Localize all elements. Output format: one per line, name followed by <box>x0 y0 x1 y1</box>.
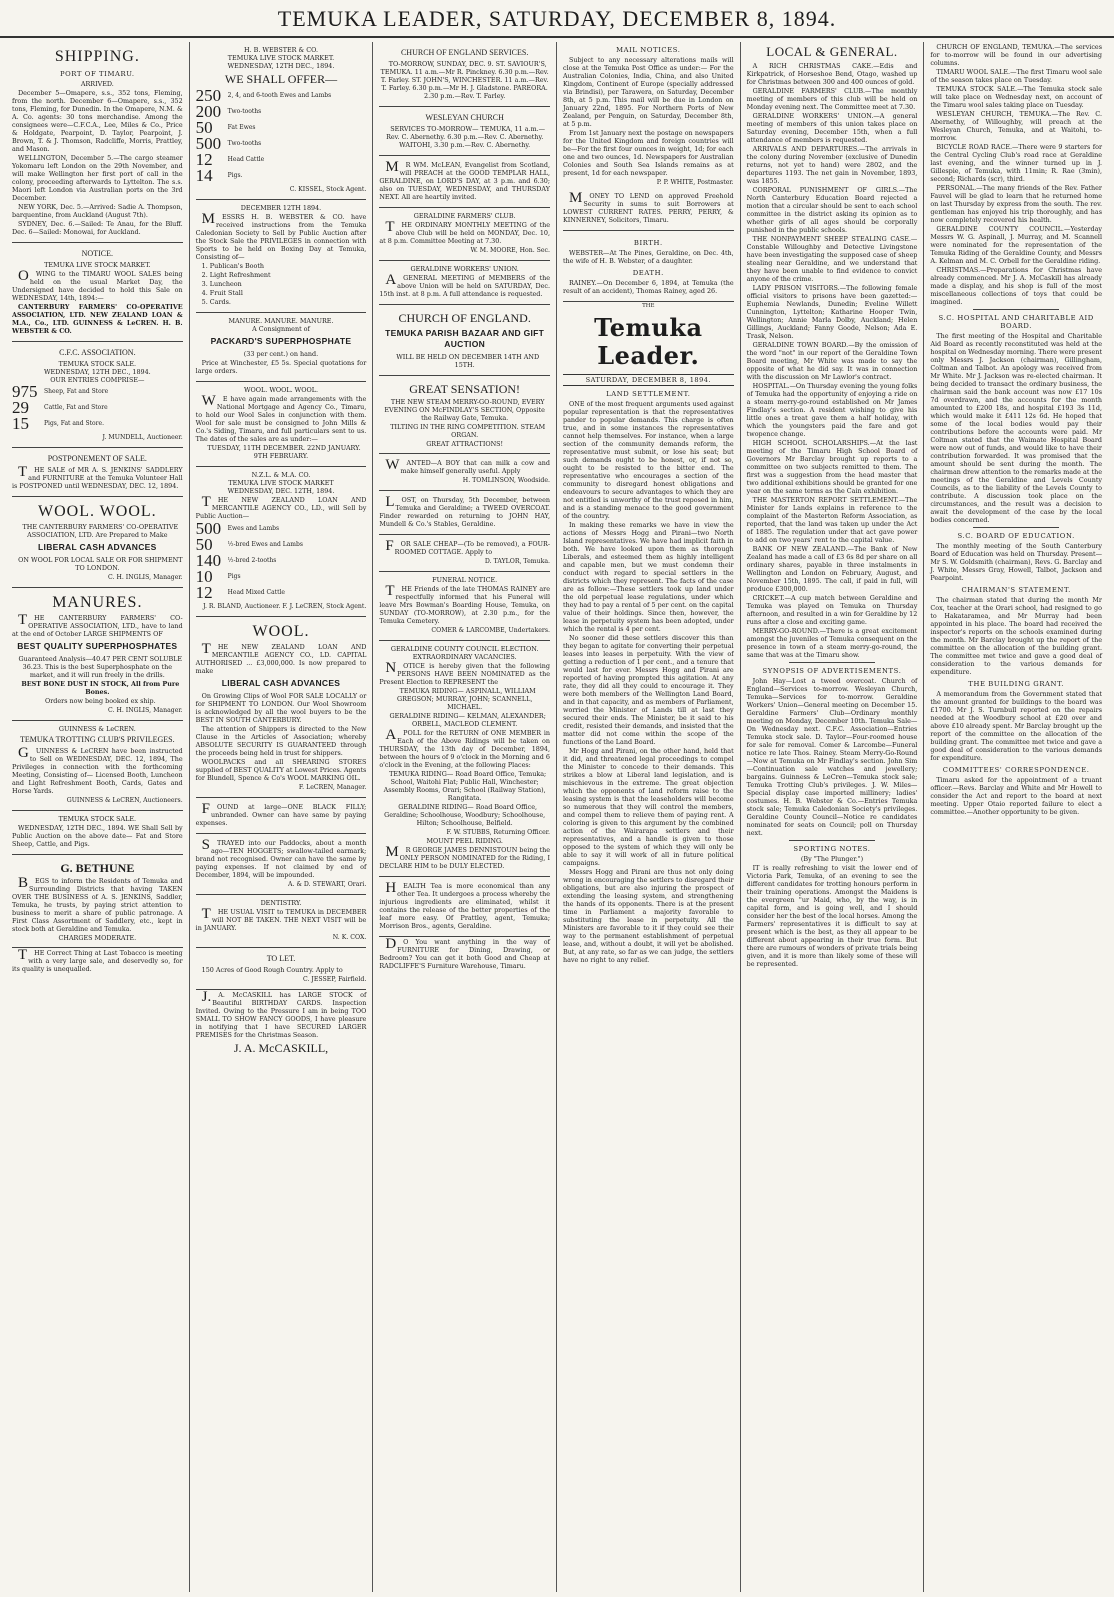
auctioneers-list: CANTERBURY FARMERS' CO-OPERATIVE ASSOCIATION, LTD. NEW ZEALAND LOAN & M.A., Co., LTD. GUINNESS & LeCREN. H. B. WEBSTER & CO. <box>12 303 183 335</box>
lot-item: 12 Head Cattle <box>195 150 265 169</box>
sporting-byline: (By "The Plunger.") <box>800 855 864 863</box>
trotting-heading: TEMUKA TROTTING CLUB'S PRIVILEGES. <box>20 735 175 744</box>
sydney-news: SYDNEY, Dec. 6.—Sailed: Te Anau, for the Bluff. Dec. 6—Sailed: Monowai, for Auckland. <box>12 220 183 236</box>
wellington-news: WELLINGTON, December 5.—The cargo steamer Yokomaru left London on the 29th November, and will make Wellington her first port of call in the colony, proceeding afterwards to Lyttelton. The s.s. Maori left London via Australian ports on the 3rd December. <box>12 154 183 202</box>
news-item: A RICH CHRISTMAS CAKE.—Edis and Kirkpatrick, of Horseshoe Bend, Otago, washed up for Christmas between 300 and 400 ounces of gold. <box>746 62 918 86</box>
wool-heading: WOOL. WOOL. <box>37 503 157 520</box>
postponement-text: THE SALE of MR A. S. JENKINS' SADDLERY and FURNITURE at the Temuka Volunteer Hall is POSTPONED until WEDNESDAY, DEC. 12, 1894. <box>12 464 183 490</box>
lot-item: 975 Sheep, Fat and Store <box>12 382 109 401</box>
column-5 <box>741 42 925 1592</box>
news-item: HIGH SCHOOL SCHOLARSHIPS.—At the last meeting of the Timaru High School Board of Governors Mr Barclay brought up reports to a committee on two subjects remitted to them. The first was a suggestion from the head master that two additional exhibitions should be granted for one year on the same terms as the Cain exhibition. <box>746 439 918 495</box>
temuka-riding: TEMUKA RIDING— ASPINALL, WILLIAM GREGSON; MURRAY, JOHN; SCANNELL, MICHAEL. <box>396 687 536 711</box>
mail-heading: MAIL NOTICES. <box>616 46 681 54</box>
wool-sales-text: WE have again made arrangements with the National Mortgage and Agency Co., Timaru, to hold our Wool Sales in conjunction with them. Wool for sale must be consigned to John Mills & Co.'s Siding, Timaru, and full particulars sent to us. The dates of the sales are as under:— <box>195 393 367 443</box>
bethune-text: BEGS to inform the Residents of Temuka and Surrounding Districts that having TAKEN OVER THE BUSINESS of A. S. JENKINS, Saddler, Temuka, he trusts, by paying strict attention to business to merit a share of public patronage. A First Class Assortment of Saddlery, etc., kept in stock both at Geraldine and Temuka. <box>12 875 183 933</box>
bazaar-text: WILL BE HELD ON DECEMBER 14TH AND 15TH. <box>396 353 540 369</box>
farmers-club-heading: GERALDINE FARMERS' CLUB. <box>413 212 516 220</box>
article-paragraph: ONE of the most frequent arguments used against popular representation is that the representatives pander to popular demands. This charge is often true, and in some instances the representatives cannot help themselves. For instance, when a large section of the community demands reform, the representative must submit, or lose his seat; but such demands ought to be honest, or, if not so, ought to be resisted to the bitter end. The representative who encourages a section of the community to disregard honest obligations and endeavours to secure advantages to which they are not entitled is unworthy of the trust reposed in him, and is a standing menace to the good government of the country. <box>563 400 734 520</box>
market-heading: TEMUKA LIVE STOCK MARKET. <box>227 54 335 62</box>
workers-heading: GERALDINE WORKERS' UNION. <box>410 265 519 273</box>
lot-item: 500 Ewes and Lambs <box>195 519 280 538</box>
nameplate-the: THE <box>642 303 655 309</box>
strayed-text: STRAYED into our Paddocks, about a month ago—TEN HOGGETS; swallow-tailed earmark; brand not recognised. Owner can have the same by paying expenses. If not claimed by end of December, 1894, will be impounded. <box>195 837 367 879</box>
chairman-text: The chairman stated that during the month Mr Cox, teacher at the Orari school, had resigned to go to Hakataramea, and Mr Murray had been appointed in his place. The board had received the inspector's reports on the schools examined during the month. Mr Barclay brought up the report of the committee on the allocation of the building grant. The committee met twice and gave a good deal of consideration to the various demands for expenditure. <box>930 596 1102 676</box>
mccaskill-text: J.A. McCASKILL has LARGE STOCK of Beautiful BIRTHDAY CARDS. Inspection Invited. Owing to the Pressure I am in being TOO SMALL TO SHOW FANCY GOODS, I have pleasure in notifying that I have SECURED LARGER PREMISES for the Christmas Season. <box>195 989 367 1039</box>
church-services: TO-MORROW, SUNDAY, DEC. 9. ST. SAVIOUR'S, TEMUKA. 11 a.m.—Mr R. Pinckney. 6.30 p.m.—Rev. T. Farley. ST. JOHN'S, WINCHESTER. 11 a.m.—Rev. T. Farley. 6.30 p.m.—Mr H. J. Gladstone. PAREORA. 2.30 p.m.—Rev. T. Farley. <box>380 60 549 100</box>
news-item: GERALDINE COUNTY COUNCIL.—Yesterday Messrs W. G. Aspinall, J. Murray, and M. Scannell were nominated for the representation of the Temuka Riding of the Geraldine County, and Messrs A. Kelman and M. C. Orbell for the Geraldine riding. <box>930 225 1102 265</box>
column-1 <box>6 42 190 1592</box>
woolpacks-text: WOOLPACKS and all SHEARING STORES supplied of BEST QUALITY at Lowest Prices. Agents for Blundell, Spence & Co's WOOL MARKING OIL. <box>195 758 367 782</box>
hospital-text: The first meeting of the Hospital and Charitable Aid Board as recently reconstituted was held at the hospital on Wednesday morning. There were present only Messrs J. Jackson (chairman), Gillingham, Coltman and Talbot. An apology was received from Mr White. Mr J. Jackson was re-elected chairman. It being decided to transact the ordinary business, the chairman said the bank account was now £17 10s 7d overdrawn, and the accounts for the month amounted to £200 18s, and hospital £193 3s 11d, which would make it £411 12s 6d. He hoped that some of the local bodies would pay their contributions before the accounts were paid. Mr Coltman stated that the Waimate Hospital Board were now out of funds, and would like to have their contribution forwarded. It was promised that the amount should be sent during the month. The chairman drew attention to the remarks made at the meetings of the Geraldine and Levels County Councils, as to the liability of the Levels County to contribute. A discussion took place on the circumstances, and the result was a decision to await the development of the case by the local bodies concerned. <box>930 332 1103 524</box>
local-general-heading: LOCAL & GENERAL. <box>766 44 898 59</box>
shipping-heading: SHIPPING. <box>54 48 140 65</box>
bethune-heading: G. BETHUNE <box>60 861 135 875</box>
sale-dates: TUESDAY, 11TH DECEMBER. 22ND JANUARY. 9TH FEBRUARY. <box>207 444 361 460</box>
inglis-signature: C. H. INGLIS, Manager. <box>108 574 183 581</box>
coe-heading: CHURCH OF ENGLAND. <box>398 311 531 325</box>
orders-text: Orders now being booked ex ship. <box>44 697 156 705</box>
column-2 <box>190 42 374 1592</box>
mail-text-1: Subject to any necessary alterations mails will close at the Temuka Post Office as under:— For the Australian Colonies, India, China, and also United Kingdom, Continent of Europe (specially addressed via Brindisi), per Tarawera, on Saturday, December 8th, at 5 p.m. This mail will be due in London on January 22nd, 1895. For Northern Ports of New Zealand, per Penguin, on Saturday, December 8th, at 5 p.m. <box>563 56 734 128</box>
taylor-signature: D. TAYLOR, Temuka. <box>484 558 550 565</box>
tolet-heading: TO LET. <box>266 954 296 963</box>
birth-text: WEBSTER—At The Pines, Geraldine, on Dec. 4th, the wife of H. B. Webster, of a daughter. <box>563 249 734 265</box>
wesleyan-services: SERVICES TO-MORROW— TEMUKA, 11 a.m.—Rev. C. Abernethy. 6.30 p.m.—Rev. C. Abernethy. WAITOHI, 3.30 p.m.—Rev. C. Abernethy. <box>386 125 546 149</box>
jessep-signature: C. JESSEP, Fairfield. <box>302 976 367 983</box>
stewart-signature: A. & D. STEWART, Orari. <box>288 881 367 888</box>
temuka-places: TEMUKA RIDING— Road Board Office, Temuka; School, Waitohi Flat; Public Hall, Winchester; Assembly Rooms, Orari; School (Railway Station), Rangitata. <box>383 770 547 802</box>
death-heading: DEATH. <box>632 269 664 277</box>
guinness-heading: GUINNESS & LeCREN. <box>58 725 136 733</box>
news-item: CRICKET.—A cup match between Geraldine and Temuka was played on Temuka on Thursday afternoon, and resulted in a win for Geraldine by 12 runs after a close and exciting game. <box>746 594 918 626</box>
furniture-text: DO You want anything in the way of FURNITURE for Dining, Drawing, or Bedroom? You can get it both Good and Cheap at RADCLIFFE'S Furniture Warehouse, Timaru. <box>379 936 550 970</box>
tolet-text: 150 Acres of Good Rough Country. Apply to <box>201 966 343 974</box>
forsale-text: FOR SALE CHEAP—(To be removed), a FOUR-ROOMED COTTAGE. Apply to <box>385 538 550 556</box>
masthead: TEMUKA LEADER, SATURDAY, DECEMBER 8, 1894. <box>0 0 1114 38</box>
dateline: SATURDAY, DECEMBER 8, 1894. <box>563 374 734 386</box>
news-item: ARRIVALS AND DEPARTURES.—The arrivals in the colony during November (exclusive of Dunedin returns, not yet to hand) were 2802, and the departures 1193. The net gain in November, 1893, was 1855. <box>746 145 918 185</box>
nzl-market: TEMUKA LIVE STOCK MARKET <box>228 479 334 487</box>
hospital-heading: S.C. HOSPITAL AND CHARITABLE AID BOARD. <box>938 314 1094 330</box>
attractions-text: GREAT ATTRACTIONS! <box>426 440 504 448</box>
packard-price: Price at Winchester, £5 5s. Special quotations for large orders. <box>195 359 367 375</box>
lot-item: 10 Pigs <box>195 567 241 586</box>
notice-text: OWING to the TIMARU WOOL SALES being held on the usual Market Day, the Undersigned have decided to hold this Sale on WEDNESDAY, 14th, 1894:— <box>12 268 183 302</box>
synopsis-text: John Hay—Lost a tweed overcoat. Church of England—Services to-morrow. Wesleyan Church, Temuka—Services for to-morrow. Geraldine Workers' Union—General meeting on December 15. Geraldine Farmers' Club—Ordinary monthly meeting on Monday, December 10th. Temuka Sale—On Wednesday next. C.F.C. Association—Entries Temuka stock sale. D. Taylor—Four-roomed house for sale for removal. Comer & Larcombe—Funeral notice re late Thos. Rainey. Steam Merry-Go-Round—Now at Temuka on Mr Findlay's section. John Sim—Continuation sale watches and jewellery; bargains. Guinness & LeCren—Temuka stock sale; Temuka Trotting Club's privileges. J. W. Miles—Special display case imported millinery; ladies' costumes. H. B. Webster & Co.—Entries Temuka stock sale; Temuka Caledonian Society's privileges. Geraldine County Council—Notice re candidates nominated for seats on Council; poll on Thursday next. <box>746 677 918 837</box>
lot-item: 140 ½-bred 2-tooths <box>195 551 277 570</box>
news-item: TIMARU WOOL SALE.—The first Timaru wool sale of the season takes place on Tuesday. <box>930 68 1102 84</box>
lot-item: 14 Pigs. <box>195 166 243 185</box>
tomlinson-signature: H. TOMLINSON, Woodside. <box>462 477 550 484</box>
wesleyan-heading: WESLEYAN CHURCH <box>425 113 504 122</box>
mundell-signature: J. MUNDELL, Auctioneer. <box>102 434 183 441</box>
geraldine-places: GERALDINE RIDING— Road Board Office, Geraldine; Schoolhouse, Woodbury; Schoolhouse, Hilton; Schoolhouse, Belfield. <box>384 803 546 827</box>
news-item: HOSPITAL.—On Thursday evening the young folks of Temuka had the opportunity of enjoying a ride on a steam merry-go-round established on Mr James Findlay's section. A resident wishing to give his little ones a treat gave them a half holiday, with which the youngsters paid the fare and got twopence change. <box>746 382 918 438</box>
mail-text-2: From 1st January next the postage on newspapers for the United Kingdom and foreign countries will be—For the first four ounces in weight, 1d; for each one and two ounces, 1d. Newspapers for Australian Colonies and South Sea Islands remains as at present, 1d for each newspaper. <box>563 129 734 177</box>
article-paragraph: In making these remarks we have in view the actions of Messrs Hogg and Pirani—two North Island representatives. We have had implicit faith in both. We have looked upon them as thorough Liberals, and esteemed them as highly intelligent and capable men, but we must condemn their conduct with regard to special settlers in the districts which they represent. The facts of the case are as follow:—These settlers took up land under the old perpetual lease regulations, under which they had to pay a rental of 5 per cent. on the capital value of their holdings. Since then, however, the lease in perpetuity system has been adopted, under which the rental is 4 per cent. <box>563 521 734 633</box>
superphosphate-banner: BEST QUALITY SUPERPHOSPHATES <box>17 641 178 651</box>
wool2-heading: WOOL. <box>252 623 310 640</box>
news-item: THE MASTERTON REPORT SETTLEMENT.—The Minister for Lands explains in reference to the complaint of the Masterton Reform Association, as reported, that the land was taken up under the Act of 1885. The regulation under that act gave power to add on two years' rent to the capital value. <box>746 496 918 544</box>
kissel-signature: C. KISSEL, Stock Agent. <box>289 186 367 193</box>
cfc-heading: C.F.C. ASSOCIATION. <box>59 348 136 357</box>
correspondence-text: Timaru asked for the appointment of a truant officer.—Revs. Barclay and White and Mr Howell to consider the Act and report to the board at next meeting. Upper Otaio reported failure to elect a committee.—Another opportunity to be given. <box>930 776 1102 816</box>
shippers-text: The attention of Shippers is directed to the New Clause in the Articles of Association; whereby ABSOLUTE SECURITY IS GUARANTEED through the proceeds being held in trust for shippers. <box>195 725 367 757</box>
liberal-advances-banner-2: LIBERAL CASH ADVANCES <box>221 678 341 688</box>
offer-heading: WE SHALL OFFER— <box>224 72 338 86</box>
found-text: FOUND at large—ONE BLACK FILLY; unbranded. Owner can have same by paying expenses. <box>195 801 367 827</box>
wool2-text: THE NEW ZEALAND LOAN AND MERCANTILE AGENCY CO., LD. CAPITAL AUTHORISED ... £3,000,000. Is now prepared to make <box>195 641 367 675</box>
lot-item: 500 Two-tooths <box>195 134 262 153</box>
vacancies-text: NOTICE is hereby given that the following PERSONS HAVE BEEN NOMINATED as the Present Election to REPRESENT the <box>379 660 550 686</box>
tobacco-text: THE Correct Thing at Last Tobacco is meeting with a very large sale, and deservedly so, for its quality is unequalled. <box>12 947 183 973</box>
news-item: PERSONAL.—The many friends of the Rev. Father Fauvel will be glad to learn that he returned home on last Thursday by express from the south. The rev. gentleman has enjoyed his trip thoroughly, and has now completely recovered his health. <box>930 184 1102 224</box>
sporting-heading: SPORTING NOTES. <box>793 845 871 853</box>
nzl-date: WEDNESDAY, DEC. 12TH, 1894. <box>227 487 335 495</box>
correspondence-heading: COMMITTEES' CORRESPONDENCE. <box>942 766 1090 774</box>
privilege-item: 3. Luncheon <box>201 280 242 288</box>
lost-text: LOST, on Thursday, 5th December, between Temuka and Geraldine; a TWEED OVERCOAT. Finder rewarded on returning to JOHN HAY, Mundell & Co.'s Stables, Geraldine. <box>379 494 550 528</box>
wool-sales-heading: WOOL. WOOL. WOOL. <box>243 386 318 394</box>
divider <box>789 662 874 663</box>
divider <box>973 309 1059 310</box>
mountpeel-text: MR GEORGE JAMES DENNISTOUN being the ONLY PERSON NOMINATED for the Riding, I DECLARE HIM to be DULY ELECTED. <box>379 844 550 870</box>
nzl-heading: N.Z.L. & M.A. CO. <box>251 471 311 479</box>
news-item: LADY PRISON VISITORS.—The following female official visitors to prisons have been gazetted:—Euphemia Newlands, Dunedin; Eveline Willett Cunnington, Lyttelton; Katharine Hooper Twin, Wellington; Annie Marla Dolby, Auckland; Helen Gillings, Auckland; Fanny Goode, Nelson; Ada E. Trask, Nelson. <box>746 284 918 340</box>
trotting-signature: GUINNESS & LeCREN, Auctioneers. <box>66 797 183 804</box>
lot-item: 50 ½-bred Ewes and Lambs <box>195 535 303 554</box>
liberal-text: On Growing Clips of Wool FOR SALE LOCALLY or for SHIPMENT TO LONDON. Our Wool Showroom is acknowledged by all the wool buyers to be the BEST IN SOUTH CANTERBURY. <box>195 692 367 724</box>
funeral-text: THE Friends of the late THOMAS RAINEY are respectfully informed that his Funeral will leave Mrs Bowman's Boarding House, Temuka, on SUNDAY (TO-MORROW), at 2.30 p.m., for the Temuka Cemetery. <box>379 583 550 625</box>
nameplate: Temuka Leader. <box>594 313 703 370</box>
dentistry-text: THE USUAL VISIT to TEMUKA in DECEMBER will NOT BE TAKEN. THE NEXT VISIT will be in JANUARY. <box>195 906 367 932</box>
newyork-news: NEW YORK, Dec. 5.—Arrived: Sadie A. Thompson, barquentine, from Auckland (August 7th). <box>12 203 183 219</box>
health-tea-text: HEALTH Tea is more economical than any other Tea. It undergoes a process whereby the injurious ingredients are eliminated, whilst it contains the release of the better properties of the leaf more easy. Of Prattley, agent, Temuka; Morrison Bros., agents, Geraldine. <box>379 880 550 930</box>
privilege-item: 5. Cards. <box>201 298 231 306</box>
synopsis-heading: SYNOPSIS OF ADVERTISEMENTS. <box>762 667 902 675</box>
article-paragraph: Mr Hogg and Pirani, on the other hand, held that it did, and threatened legal proceedings to compel the Minister to concede to their demands. This strikes a blow at Liberal land legislation, and is mischievous in the extreme. The great objection which the opponents of land reform raise to the leasing system is that the leaseholders will become so numerous that they will control the members, and compel them to relieve them of paying rent. A coloring is given to this argument by the combined action of the Wairarapa settlers and their representatives, and a handle is given to those opposed to the system of which they will only be able to say it will work of all in future political campaigns. <box>563 747 734 867</box>
divider <box>789 840 874 841</box>
news-item: GERALDINE WORKERS' UNION.—A general meeting of members of this union takes place on Saturday evening, December 15th, when a full attendance of members is requested. <box>746 112 918 144</box>
caledonian-date: DECEMBER 12TH 1894. <box>240 204 322 212</box>
chairman-heading: CHAIRMAN'S STATEMENT. <box>961 586 1071 594</box>
news-item: GERALDINE TOWN BOARD.—By the omission of the word "not" in our report of the Geraldine Town Board meeting, Mr White was made to say the opposite of what he did say. It was in connection with the discussion on Mr Lawlor's contract. <box>746 341 918 381</box>
geraldine-riding: GERALDINE RIDING— KELMAN, ALEXANDER; ORBELL, MACLEOD CLEMENT. <box>389 712 546 728</box>
news-item: CHURCH OF ENGLAND, TEMUKA.—The services for to-morrow will be found in our advertising columns. <box>930 43 1102 67</box>
mclean-text: MR WM. McLEAN, Evangelist from Scotland, will PREACH at the GOOD TEMPLAR HALL, GERALDINE, on LORD'S DAY, at 3 p.m. and 6.30; also on TUESDAY, WEDNESDAY, and THURSDAY NEXT. All are heartily invited. <box>379 159 550 201</box>
grant-heading: THE BUILDING GRANT. <box>968 680 1064 688</box>
vacancies-heading: EXTRAORDINARY VACANCIES. <box>412 653 517 661</box>
trotting-text: GUINNESS & LeCREN have been instructed to Sell on WEDNESDAY, DEC. 12, 1894, The Privileges in connection with the forthcoming Meeting, Consisting of— Licensed Booth, Luncheon and Light Refreshment Booth, Cards, Gates and Horse Yards. <box>12 745 183 795</box>
stock-sale2-heading: TEMUKA STOCK SALE. <box>58 815 137 823</box>
stock-sale-heading: TEMUKA STOCK SALE. <box>58 360 137 368</box>
wool-advances-text: ON WOOL FOR LOCAL SALE OR FOR SHIPMENT TO LONDON. <box>18 556 183 572</box>
arrived-label: ARRIVED. <box>80 80 114 88</box>
tilting-text: TILTING IN THE RING COMPETITION. STEAM ORGAN. <box>390 423 546 439</box>
money-to-lend-text: MONEY TO LEND on approved Freehold Security in sums to suit Borrowers at LOWEST CURRENT RATES. PERRY, PERRY, & KINNERNEY, Solicitors, Timaru. <box>563 190 734 224</box>
cox-signature: N. K. COX. <box>332 934 367 941</box>
grant-text: A memorandum from the Government stated that the amount granted for buildings to the board was £1700. Mr J. S. Turnbull reported on the repairs needed at the Woodbury school at £20 over and above £10 already spent. Mr Barclay brought up the report of the committee on the allocation of the building grant. The committee met twice and gave a good deal of consideration to the various demands for expenditure. <box>930 690 1102 762</box>
liberal-advances-banner: LIBERAL CASH ADVANCES <box>38 542 157 552</box>
stock-sale2-text: WEDNESDAY, 12TH DEC., 1894. WE Shall Sell by Public Auction on the above date— Fat and Store Sheep, Cattle, and Pigs. <box>12 824 183 848</box>
education-heading: S.C. BOARD OF EDUCATION. <box>957 532 1075 540</box>
article-paragraph: Messrs Hogg and Pirani are thus not only doing wrong in encouraging the settlers to disregard their obligations, but are also injuring the prospect of extending the leasing system, and strengthening the hands of its opponents. There is at the present time in Parliament a majority favorable to substituting the lease in perpetuity. All the Ministers are favorable to it if they could see their way to the permanent establishment of perpetual lease, and, without a doubt, it will yet be abolished. But, at any rate, so far as we can judge, the settlers have no right to any relief. <box>563 868 734 964</box>
manure-consign: A Consignment of <box>252 325 310 333</box>
notice-heading: NOTICE. <box>81 249 113 258</box>
white-signature: P. P. WHITE, Postmaster. <box>656 179 734 186</box>
workers-text: AGENERAL MEETING of MEMBERS of the above Union will be held on SATURDAY, Dec. 15th inst. at 8 p.m. A full attendance is requested. <box>379 272 550 298</box>
news-item: GERALDINE FARMERS' CLUB.—The monthly meeting of members of this club will be held on Monday evening next. The Committee meet at 7.30. <box>746 87 918 111</box>
manures-text: THE CANTERBURY FARMERS' CO-OPERATIVE ASSOCIATION, LTD., have to land at the end of October LARGE SHIPMENTS OF <box>12 612 183 638</box>
superphosphate-text: Guaranteed Analysis—40.47 PER CENT SOLUBLE 36.23. This is the best Superphosphate on the market, and it will run freely in the drills. <box>18 655 183 679</box>
news-item: BANK OF NEW ZEALAND.—The Bank of New Zealand has made a call of £3 6s 8d per share on all ordinary shares, payable in three instalments in Wellington and London on February, August, and November 15th, 1895. The call, if paid in full, will produce £300,000. <box>746 545 918 593</box>
bland-signature: J. R. BLAND, Auctioneer. F. J. LeCREN, Stock Agent. <box>202 603 367 610</box>
sensation-heading: GREAT SENSATION! <box>409 382 521 396</box>
sporting-text: IT is really refreshing to visit the lower end of Victoria Park, Temuka, of an evening to see the different candidates for trotting honours perform in their training operations. Amongst the Maidens is the evergreen "ur Maid, who, by the way, is in capital form, and is going well, and I should consider her the best of the local horses. Among the Farmers' representatives it is difficult to say at present which is the best, as they all appear to be different about appearing in their true form. But there are rumours of wonders of private trials being given, and it is more than likely some of these will be represented. <box>746 864 918 968</box>
news-item: THE NONPAYMENT SHEEP STEALING CASE.—Constable Willoughby and Detective Livingstone have been investigating the supposed case of sheep stealing near Geraldine, and we understand that they have been unable to find evidence to convict anyone of the crime. <box>746 235 918 283</box>
news-item: TEMUKA STOCK SALE.—The Temuka stock sale will take place on Wednesday next, on account of the Timaru wool sales taking place on Tuesday. <box>930 85 1102 109</box>
stock-sale-date: WEDNESDAY, 12TH DEC., 1894. <box>43 368 151 376</box>
postponement-heading: POSTPONEMENT OF SALE. <box>47 454 147 463</box>
packard-banner: PACKARD'S SUPERPHOSPHATE <box>210 336 352 346</box>
column-3 <box>373 42 557 1592</box>
poll-text: APOLL for the RETURN of ONE MEMBER in Each of the Above Ridings will be taken on THURSDAY, the 13th day of December, 1894, between the hours of 9 o'clock in the Morning and 6 o'clock in the Evening, at the following Places: <box>379 727 550 769</box>
entries-label: OUR ENTRIES COMPRISE— <box>50 376 145 384</box>
port-heading: PORT OF TIMARU. <box>59 70 135 78</box>
mccaskill-signature: J. A. McCASKILL, <box>233 1041 329 1055</box>
market-date: WEDNESDAY, 12TH DEC., 1894. <box>227 62 335 70</box>
packard-sub: (33 per cent.) on hand. <box>243 350 319 358</box>
nzl-text: THE NEW ZEALAND LOAN AND MERCANTILE AGENCY CO., LD., will Sell by Public Auction— <box>195 494 367 520</box>
article-heading: LAND SETTLEMENT. <box>606 390 691 398</box>
lot-item: 15 Pigs, Fat and Store. <box>12 414 104 433</box>
funeral-heading: FUNERAL NOTICE. <box>432 576 498 584</box>
lot-item: 50 Fat Ewes <box>195 118 256 137</box>
lot-item: 29 Cattle, Fat and Store <box>12 398 108 417</box>
lecren-signature: F. LeCREN, Manager. <box>298 784 367 791</box>
bone-dust-text: BEST BONE DUST IN STOCK, All from Pure Bones. <box>21 680 180 696</box>
lot-item: 250 2, 4, and 6-tooth Ewes and Lambs <box>195 86 332 105</box>
manures-heading: MANURES. <box>52 594 143 611</box>
moore-signature: W. M. MOORE, Hon. Sec. <box>470 247 550 254</box>
mountpeel-heading: MOUNT PEEL RIDING. <box>426 837 503 845</box>
shipping-arrivals: December 5—Omapere, s.s., 352 tons, Fleming, from the north. December 6—Omapere, s.s., 352 tons, Fleming, for Dunedin. In the Omapere, N.M. & A. Co. agents: 30 tons merchandise. Among the consignees were—C.F.C.A., Lee, Miles & Co., Price & Holdgate, Pearpoint, D. Taylor, Pearpoint, J. Brown, T. & J. Thomson, Radcliffe, Morris, Prattley, and Mason. <box>12 89 183 153</box>
education-text: The monthly meeting of the South Canterbury Board of Education was held on Thursday. Present—Mr S. W. Goldsmith (chairman), Revs. G. Barclay and J. White, Messrs Gray, Howell, Talbot, Jackson and Pearpoint. <box>930 542 1102 582</box>
wanted-text: WANTED—A BOY that can milk a cow and make himself generally useful. Apply <box>385 457 550 475</box>
farmers-club-text: THE ORDINARY MONTHLY MEETING of the above Club will be held on MONDAY, Dec. 10, at 8 p.m. Committee Meeting at 7.30. <box>379 219 550 245</box>
bazaar-banner: TEMUKA PARISH BAZAAR AND GIFT AUCTION <box>385 328 545 349</box>
council-heading: GERALDINE COUNTY COUNCIL ELECTION. <box>390 645 539 653</box>
newspaper-page <box>6 42 1108 1592</box>
death-text: RAINEY.—On December 6, 1894, at Temuka (the result of an accident), Thomas Rainey, aged 26. <box>563 279 734 295</box>
charges-text: CHARGES MODERATE. <box>58 934 137 942</box>
caledonian-text: MESSRS H. B. WEBSTER & CO. have received instructions from the Temuka Caledonian Society to Sell by Public Auction after the Stock Sale the PRIVILEGES in connection with Sports to be held on Boxing Day at Temuka, Consisting of— <box>195 211 367 261</box>
article-paragraph: No sooner did these settlers discover this than they began to agitate for converting their perpetual leases into leases in perpetuity. With the view of getting a reduction of 1 per cent., and a tenure that would last for ever. Messrs Hogg and Pirani are reported of having prompted this agitation. At any rate, they did all they could to encourage it. They were both members of the Wellington Land Board, and in that capacity, and as members of Parliament, worried the Minister of Lands till at last they secured their ends. The Minister, be it said to his credit, resisted their demands, and insisted that the matter did not come within the scope of the functions of the Land Board. <box>563 634 734 746</box>
church-heading: CHURCH OF ENGLAND SERVICES. <box>400 48 529 57</box>
stubbs-signature: F. W. STUBBS, Returning Officer. <box>446 829 550 836</box>
webster-heading: H. B. WEBSTER & CO. <box>244 46 318 54</box>
birth-heading: BIRTH. <box>633 239 663 247</box>
lot-item: 200 Two-tooths <box>195 102 262 121</box>
inglis-signature-2: C. H. INGLIS, Manager. <box>108 707 183 714</box>
lot-item: 12 Head Mixed Cattle <box>195 583 285 602</box>
news-item: WESLEYAN CHURCH, TEMUKA.—The Rev. C. Abernethy, of Willoughby, will preach at the Wesleyan Church, Temuka, and at Waitohi, to-morrow. <box>930 110 1102 142</box>
news-item: MERRY-GO-ROUND.—There is a great excitement amongst the juveniles of Temuka consequent on the presence in town of a steam merry-go-round, the same that was at the Timaru show. <box>746 627 918 659</box>
column-4 <box>557 42 741 1592</box>
column-6 <box>924 42 1108 1592</box>
news-item: CHRISTMAS.—Preparations for Christmas have already commenced. Mr J. A. McCaskill has already made a display, and his shop is full of the most miscellaneous collections of toys that could be imagined. <box>930 266 1102 306</box>
merrygo-text: THE NEW STEAM MERRY-GO-ROUND, EVERY EVENING ON McFINDLAY'S SECTION, Opposite the Railway Gate, Temuka. <box>384 398 545 422</box>
news-item: CORPORAL PUNISHMENT OF GIRLS.—The North Canterbury Education Board rejected a motion that a circular should be sent to each school committee in the district asking its opinion as to whether girls of all ages should be corporally punished in the public schools. <box>746 186 918 234</box>
privilege-item: 1. Publican's Booth <box>201 262 265 270</box>
news-item: BICYCLE ROAD RACE.—There were 9 starters for the Central Cycling Club's road race at Geraldine last evening, and the winner turned up in J. Gillespie, of Temuka, with 11min; R. Rae (3min), second; Richards (scr), third. <box>930 143 1102 183</box>
larcombe-signature: COMER & LARCOMBE, Undertakers. <box>431 627 550 634</box>
privilege-item: 4. Fruit Stall <box>201 289 243 297</box>
privilege-item: 2. Light Refreshment <box>201 271 271 279</box>
manure-heading: MANURE. MANURE. MANURE. <box>228 317 334 325</box>
divider <box>973 527 1059 528</box>
dentistry-heading: DENTISTRY. <box>260 899 302 907</box>
canterbury-text: THE CANTERBURY FARMERS' CO-OPERATIVE ASSOCIATION, LTD. Are Prepared to Make <box>22 523 179 539</box>
stock-market-heading: TEMUKA LIVE STOCK MARKET. <box>44 261 151 269</box>
